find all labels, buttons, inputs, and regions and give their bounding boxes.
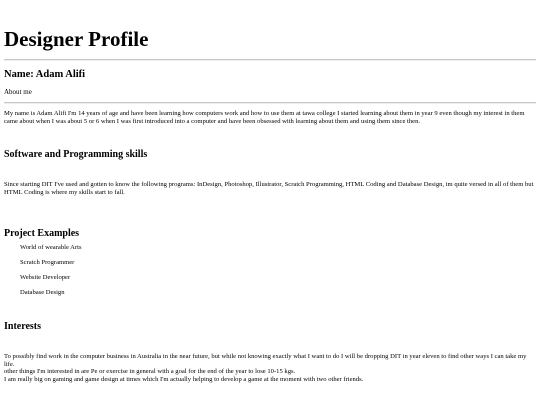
page-title: Designer Profile: [4, 27, 149, 51]
name-heading: Name: Adam Alifi: [4, 69, 86, 80]
projects-heading: Project Examples: [4, 228, 80, 239]
title-divider: [4, 59, 536, 61]
interests-line: I am really big on gaming and game design at times which I'm actually helping to develop a game at the moment with two other friends.: [4, 375, 364, 383]
list-item: Scratch Programmer: [20, 259, 75, 266]
skills-heading: Software and Programming skills: [4, 149, 148, 160]
list-item: Database Design: [20, 289, 65, 296]
about-label: About me: [4, 88, 32, 96]
about-divider: [4, 102, 536, 104]
project-list: [20, 244, 82, 304]
skills-paragraph: Since starting DIT I've used and gotten to know the following programs: InDesign, Photoshop, Illustrator, Scratch Programming, HTML Coding and Database Design, im quite versed in all of them but HTML Coding is where my skills start to fall.: [4, 181, 534, 196]
interests-heading: Interests: [4, 321, 42, 332]
bio-paragraph: My name is Adam Alifi I'm 14 years of age and have been learning how computers work and how to use them at tawa college I started learning about them in year 9 even though my interest in them came about when I was about 5 or 6 when I was first introduced into a computer and have been obsessed with learning about them and using them since then.: [4, 110, 525, 125]
list-item: World of wearable Arts: [20, 244, 82, 251]
interests-line: other things I'm interested in are Pe or exercise in general with a goal for the end of the year to lose 10-15 kgs.: [4, 368, 296, 376]
list-item: Website Developer: [20, 274, 71, 281]
interests-paragraph: [4, 353, 536, 383]
interests-line: To possibly find work in the computer business in Australia in the near future, but while not knowing exactly what I want to do I will be dropping DIT in year eleven to find other ways I can take my life.: [4, 353, 527, 368]
